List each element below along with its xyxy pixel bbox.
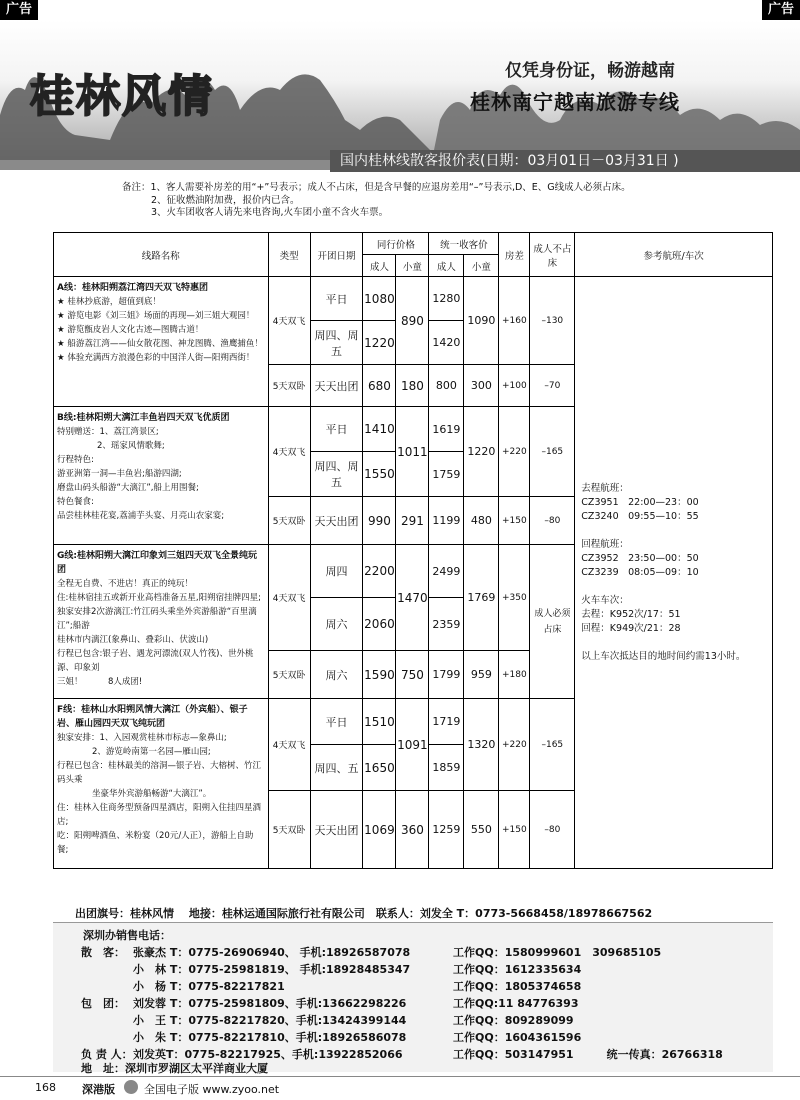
route-f-type-2: 5天双卧 <box>268 791 310 869</box>
contact-text: 小 林 T：0775-25981819、 手机:18928485347 <box>133 963 411 976</box>
route-g-diff-2: +180 <box>499 651 530 699</box>
ad-tag-left: 广告 <box>0 0 38 20</box>
header-uniform-price: 统一收客价 <box>429 233 499 255</box>
route-b-adult-3: 990 <box>363 497 396 545</box>
contact-qq: 工作QQ：1604361596 <box>453 1031 582 1044</box>
route-f-adult-3: 1069 <box>363 791 396 869</box>
route-b-date-3: 天天出团 <box>310 497 363 545</box>
route-a-nobed-1: –130 <box>530 277 575 365</box>
route-g-type-2: 5天双卧 <box>268 651 310 699</box>
route-b-u-adult-3: 1199 <box>429 497 464 545</box>
route-b-desc <box>54 407 269 545</box>
route-f-child-1: 1091 <box>396 699 429 791</box>
route-line: 品尝桂林桂花宴,荔浦芋头宴、月亮山农家宴; <box>57 511 225 521</box>
route-a-adult-1: 1080 <box>363 277 396 321</box>
route-line: 三姐！ 8人成团! <box>57 677 143 687</box>
route-g-adult-3: 1590 <box>363 651 396 699</box>
contact-text: 张豪杰 T：0775-26906940、 手机:18926587078 <box>133 946 411 959</box>
ad-tag-right: 广告 <box>762 0 800 20</box>
route-a-child-1: 890 <box>396 277 429 365</box>
route-g-title: G线:桂林阳朔大漓江印象刘三姐四天双飞全景纯玩团 <box>57 551 257 575</box>
header-adult: 成人 <box>429 255 464 277</box>
route-f-type-1: 4天双飞 <box>268 699 310 791</box>
route-a-date-3: 天天出团 <box>310 365 363 407</box>
globe-icon <box>124 1080 138 1094</box>
header-adult-nobed: 成人不占床 <box>530 233 575 277</box>
route-line: 吃：阳朔啤酒鱼、米粉宴（20元/人正），游船上自助餐; <box>57 831 254 855</box>
route-b-type-1: 4天双飞 <box>268 407 310 497</box>
ref-train-2: 回程：K949次/21：28 <box>581 622 681 634</box>
route-g-diff-1: +350 <box>499 545 530 651</box>
contact-text: 小 朱 T：0775-82217810、手机:18926586078 <box>133 1031 407 1044</box>
edition-label: 深港版 <box>82 1083 115 1096</box>
route-line: 特色餐食: <box>57 497 94 507</box>
contact-text: 小 王 T：0775-82217820、手机:13424399144 <box>133 1014 407 1027</box>
header-child: 小童 <box>464 255 499 277</box>
route-b-date-2: 周四、周五 <box>310 452 363 497</box>
route-g-adult-1: 2200 <box>363 545 396 598</box>
route-line: 磨盘山码头船游“大漓江”,船上用围餐; <box>57 483 199 493</box>
route-b-date-1: 平日 <box>310 407 363 452</box>
route-f-diff-2: +150 <box>499 791 530 869</box>
route-b-nobed-2: –80 <box>530 497 575 545</box>
ref-back-1: CZ3952 23:50—00：50 <box>581 552 699 564</box>
route-f-title: F线：桂林山水阳朔风情大漓江（外宾船）、银子岩、雁山园四天双飞纯玩团 <box>57 705 248 729</box>
route-f-nobed-2: –80 <box>530 791 575 869</box>
route-b-child-1: 1011 <box>396 407 429 497</box>
contact-label: 包 团： <box>81 997 125 1010</box>
notes <box>122 182 631 220</box>
route-b-diff-1: +220 <box>499 407 530 497</box>
route-f-u-child-1: 1320 <box>464 699 499 791</box>
route-f-u-adult-2: 1859 <box>429 745 464 791</box>
route-b-nobed-1: –165 <box>530 407 575 497</box>
note-1: 备注：1、客人需要补房差的用“+”号表示；成人不占床，但是含早餐的应退房差用“–”号表示,D、E、G线成人必须占床。 <box>122 182 631 193</box>
route-g-u-adult-1: 2499 <box>429 545 464 598</box>
route-f-diff-1: +220 <box>499 699 530 791</box>
contact-address: 地 址：深圳市罗湖区太平洋商业大厦 <box>81 1062 268 1075</box>
route-a-nobed-2: –70 <box>530 365 575 407</box>
route-a-desc <box>54 277 269 407</box>
route-a-type-2: 5天双卧 <box>268 365 310 407</box>
contact-title: 深圳办销售电话： <box>83 929 171 942</box>
route-g-date-1: 周四 <box>310 545 363 598</box>
route-line: ★ 桂林抄底游，超值到底！ <box>57 297 161 307</box>
route-f-u-adult-1: 1719 <box>429 699 464 745</box>
route-b-diff-2: +150 <box>499 497 530 545</box>
route-line: ★ 船游荔江湾——仙女散花图、神龙图腾、渔鹰捕鱼！ <box>57 339 263 349</box>
route-g-child-3: 750 <box>396 651 429 699</box>
header-banner <box>0 20 800 170</box>
divider <box>0 1076 800 1077</box>
ref-go-2: CZ3240 09:55—10：55 <box>581 510 699 522</box>
route-f-desc <box>54 699 269 869</box>
price-table <box>53 232 773 869</box>
route-line: 住:桂林宿挂五或新开业高档准备五星,阳朔宿挂牌四星; <box>57 593 261 603</box>
ref-back-2: CZ3239 08:05—09：10 <box>581 566 699 578</box>
route-f-adult-2: 1650 <box>363 745 396 791</box>
route-b-title: B线:桂林阳朔大漓江丰鱼岩四天双飞优质团 <box>57 413 230 423</box>
route-a-u-child-3: 300 <box>464 365 499 407</box>
route-f-date-2: 周四、五 <box>310 745 363 791</box>
brand-logo: 桂林风情 <box>30 71 214 122</box>
route-f-date-1: 平日 <box>310 699 363 745</box>
contact-qq: 工作QQ：503147951 统一传真：26766318 <box>453 1048 723 1061</box>
route-a-u-adult-2: 1420 <box>429 321 464 365</box>
note-3: 3、火车团收客人请先来电咨询,火车团小童不含火车票。 <box>151 207 389 218</box>
route-a-u-adult-1: 1280 <box>429 277 464 321</box>
route-line: 坐豪华外宾游船畅游“大漓江”。 <box>92 789 212 799</box>
route-f-nobed-1: –165 <box>530 699 575 791</box>
route-line: 行程特色: <box>57 455 94 465</box>
operator-info: 出团旗号：桂林风情 地接：桂林运通国际旅行社有限公司 联系人：刘发全 T：0773-5668458/18978667562 <box>75 907 653 920</box>
route-line: 独家安排2次游漓江:竹江码头乘坐外宾游船游“百里漓江”;船游 <box>57 607 257 631</box>
route-a-type-1: 4天双飞 <box>268 277 310 365</box>
route-line: 2、瑶家风情歌舞; <box>97 441 165 451</box>
route-b-u-adult-2: 1759 <box>429 452 464 497</box>
contact-panel <box>53 922 773 1075</box>
route-a-adult-3: 680 <box>363 365 396 407</box>
slogan-line2: 桂林南宁越南旅游专线 <box>470 90 680 114</box>
contact-qq: 工作QQ：1580999601 309685105 <box>453 946 662 959</box>
header-route: 线路名称 <box>54 233 269 277</box>
contact-qq: 工作QQ：1805374658 <box>453 980 582 993</box>
contact-text: 刘发英T：0775-82217925、手机:13922852066 <box>133 1048 403 1061</box>
ref-back-title: 回程航班： <box>581 538 629 550</box>
header-child: 小童 <box>396 255 429 277</box>
route-f-adult-1: 1510 <box>363 699 396 745</box>
route-b-child-3: 291 <box>396 497 429 545</box>
route-a-diff-2: +100 <box>499 365 530 407</box>
route-g-u-adult-2: 2359 <box>429 598 464 651</box>
header-type: 类型 <box>268 233 310 277</box>
header-adult: 成人 <box>363 255 396 277</box>
page-number: 168 <box>35 1081 56 1094</box>
route-g-nobed: 成人必须占床 <box>530 545 575 699</box>
route-g-u-child-1: 1769 <box>464 545 499 651</box>
slogan-line1: 仅凭身份证，畅游越南 <box>505 61 675 81</box>
route-line: 桂林市内漓江(象鼻山、叠彩山、伏波山) <box>57 635 209 645</box>
route-a-diff-1: +160 <box>499 277 530 365</box>
ref-train-1: 去程：K952次/17：51 <box>581 608 681 620</box>
contact-qq: 工作QQ:11 84776393 <box>453 997 579 1010</box>
route-line: 游亚洲第一洞—丰鱼岩;船游四湖; <box>57 469 182 479</box>
reference-info <box>575 277 773 869</box>
route-b-u-child-3: 480 <box>464 497 499 545</box>
contact-text: 刘发蓉 T：0775-25981809、手机:13662298226 <box>133 997 407 1010</box>
contact-qq: 工作QQ：1612335634 <box>453 963 582 976</box>
route-a-u-child-1: 1090 <box>464 277 499 365</box>
contact-text: 小 杨 T：0775-82217821 <box>133 980 285 993</box>
route-g-date-2: 周六 <box>310 598 363 651</box>
route-line: 住：桂林入住商务型预备四星酒店，阳朔入住挂四星酒店; <box>57 803 262 827</box>
route-line: 行程已包含：桂林最美的溶洞—银子岩、大榕树、竹江码头乘 <box>57 761 262 785</box>
header-date: 开团日期 <box>310 233 363 277</box>
route-g-child-1: 1470 <box>396 545 429 651</box>
route-line: ★ 游览甑皮岩人文化古迹—图腾古道！ <box>57 325 204 335</box>
route-g-desc <box>54 545 269 699</box>
route-b-u-child-1: 1220 <box>464 407 499 497</box>
route-line: 全程无自费、不进店！真正的纯玩！ <box>57 579 194 589</box>
ref-train-title: 火车车次： <box>581 594 629 606</box>
route-b-adult-1: 1410 <box>363 407 396 452</box>
route-f-u-adult-3: 1259 <box>429 791 464 869</box>
route-line: ★ 体验充满西方浪漫色彩的中国洋人街—阳朔西街！ <box>57 353 255 363</box>
route-a-date-1: 平日 <box>310 277 363 321</box>
header-same-price: 同行价格 <box>363 233 429 255</box>
route-line: 独家安排：1、入园观赏桂林市标志—象鼻山; <box>57 733 227 743</box>
contact-qq: 工作QQ：809289099 <box>453 1014 574 1027</box>
route-g-adult-2: 2060 <box>363 598 396 651</box>
website-link[interactable]: 全国电子版 www.zyoo.net <box>144 1083 280 1096</box>
route-a-child-3: 180 <box>396 365 429 407</box>
ref-note: 以上车次抵达目的地时间约需13小时。 <box>581 650 746 662</box>
route-f-child-3: 360 <box>396 791 429 869</box>
route-a-u-adult-3: 800 <box>429 365 464 407</box>
route-b-u-adult-1: 1619 <box>429 407 464 452</box>
route-g-u-adult-3: 1799 <box>429 651 464 699</box>
route-line: 特别赠送：1、荔江湾景区; <box>57 427 159 437</box>
route-f-u-child-3: 550 <box>464 791 499 869</box>
contact-label: 负 责 人： <box>81 1048 133 1061</box>
price-table-title: 国内桂林线散客报价表(日期：03月01日－03月31日 ) <box>330 150 800 172</box>
route-a-title: A线：桂林阳朔荔江湾四天双飞特惠团 <box>57 283 208 293</box>
note-2: 2、征收燃油附加费，报价内已含。 <box>151 194 300 206</box>
contact-label: 散 客： <box>81 946 125 959</box>
route-f-date-3: 天天出团 <box>310 791 363 869</box>
route-g-u-child-3: 959 <box>464 651 499 699</box>
route-a-date-2: 周四、周五 <box>310 321 363 365</box>
route-b-adult-2: 1550 <box>363 452 396 497</box>
route-a-adult-2: 1220 <box>363 321 396 365</box>
route-b-type-2: 5天双卧 <box>268 497 310 545</box>
route-g-date-3: 周六 <box>310 651 363 699</box>
route-line: 行程已包含:银子岩、遇龙河漂流(双人竹筏)、世外桃源、印象刘 <box>57 649 254 673</box>
header-ref: 参考航班/车次 <box>575 233 773 277</box>
route-g-type-1: 4天双飞 <box>268 545 310 651</box>
route-line: 2、游览岭南第一名园—雁山园; <box>92 747 211 757</box>
header-room-diff: 房差 <box>499 233 530 277</box>
ref-go-1: CZ3951 22:00—23：00 <box>581 496 699 508</box>
ref-go-title: 去程航班： <box>581 482 629 494</box>
route-line: ★ 游览电影《刘三姐》场面的再现—刘三姐大观园！ <box>57 311 255 321</box>
